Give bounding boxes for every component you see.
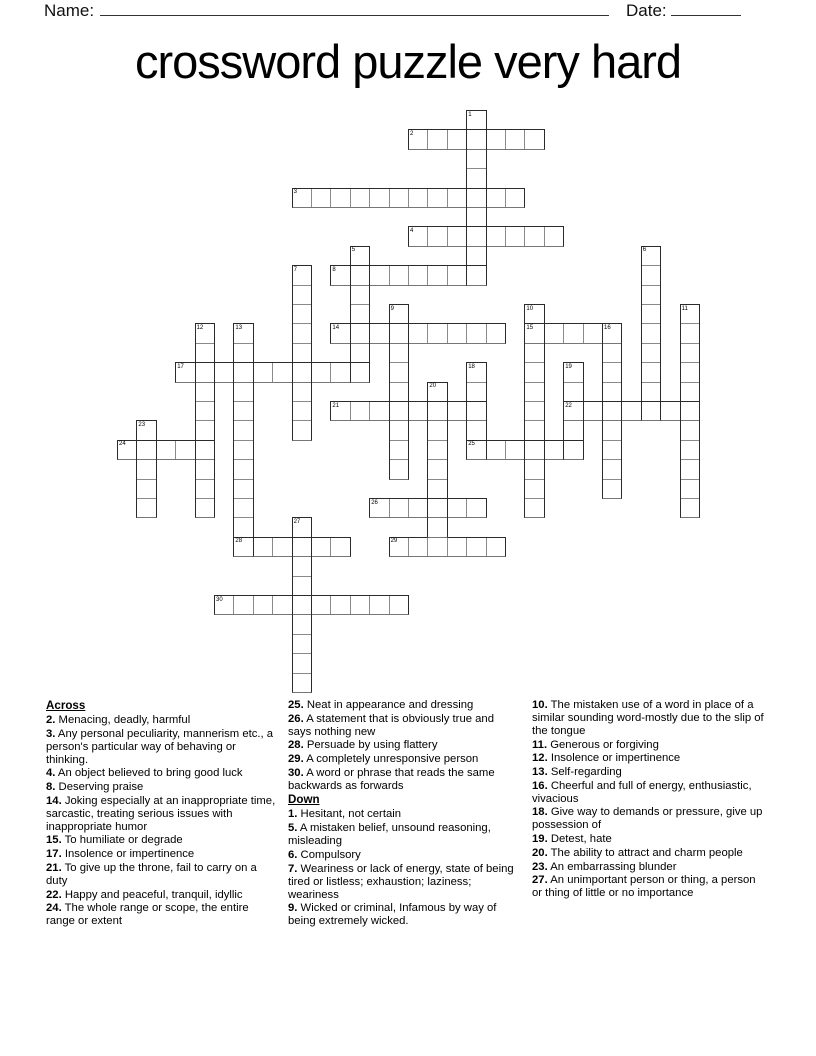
grid-cell[interactable] — [195, 343, 215, 363]
cell-number: 21 — [332, 402, 340, 409]
grid-cell[interactable] — [350, 304, 370, 324]
grid-cell[interactable] — [466, 226, 486, 246]
grid-cell[interactable] — [680, 479, 700, 499]
clue-across-24: 24. The whole range or scope, the entire range or extent — [46, 902, 249, 928]
down-heading: Down — [288, 793, 320, 807]
grid-cell[interactable] — [233, 459, 253, 479]
clue-column-1 — [46, 699, 279, 929]
grid-cell[interactable] — [408, 265, 428, 285]
clue-down-5: 5. A mistaken belief, unsound reasoning, misleading — [288, 822, 491, 848]
grid-cell[interactable] — [233, 595, 253, 615]
grid-cell[interactable] — [680, 382, 700, 402]
grid-cell[interactable] — [389, 498, 409, 518]
grid-cell[interactable] — [311, 362, 331, 382]
grid-cell[interactable] — [136, 498, 156, 518]
grid-cell[interactable] — [350, 343, 370, 363]
grid-cell[interactable] — [195, 401, 215, 421]
grid-cell[interactable] — [292, 595, 312, 615]
cell-number: 9 — [390, 305, 394, 312]
grid-cell[interactable] — [680, 459, 700, 479]
cell-number: 4 — [410, 227, 414, 234]
grid-cell[interactable] — [195, 498, 215, 518]
grid-cell[interactable] — [253, 537, 273, 557]
grid-cell[interactable] — [641, 401, 661, 421]
grid-cell[interactable] — [447, 188, 467, 208]
grid-cell[interactable] — [680, 420, 700, 440]
grid-cell[interactable] — [641, 343, 661, 363]
grid-cell[interactable] — [427, 420, 447, 440]
grid-cell[interactable] — [641, 304, 661, 324]
name-blank-line[interactable] — [100, 15, 609, 16]
cell-number: 17 — [177, 363, 184, 370]
grid-cell[interactable] — [563, 420, 583, 440]
grid-cell[interactable] — [427, 188, 447, 208]
clue-down-9: 9. Wicked or criminal, Infamous by way of being extremely wicked. — [288, 902, 497, 928]
grid-cell[interactable] — [505, 440, 525, 460]
grid-cell[interactable] — [136, 459, 156, 479]
clue-down-11: 11. Generous or forgiving — [532, 738, 659, 751]
grid-cell[interactable] — [350, 323, 370, 343]
grid-cell[interactable] — [660, 401, 680, 421]
grid-cell[interactable] — [486, 188, 506, 208]
grid-cell[interactable] — [563, 382, 583, 402]
grid-cell[interactable] — [524, 498, 544, 518]
cell-number: 26 — [371, 499, 378, 506]
cell-number: 19 — [565, 363, 572, 370]
grid-cell[interactable] — [524, 343, 544, 363]
grid-cell[interactable] — [427, 517, 447, 537]
grid-cell[interactable] — [311, 188, 331, 208]
grid-cell[interactable] — [427, 537, 447, 557]
clue-across-29: 29. A completely unresponsive person — [288, 753, 479, 766]
grid-cell[interactable] — [136, 479, 156, 499]
grid-cell[interactable] — [389, 440, 409, 460]
grid-cell[interactable] — [583, 323, 603, 343]
grid-cell[interactable] — [233, 401, 253, 421]
clue-across-2: 2. Menacing, deadly, harmful — [46, 714, 191, 726]
grid-cell[interactable] — [330, 595, 350, 615]
grid-cell[interactable] — [330, 537, 350, 557]
grid-cell[interactable] — [680, 401, 700, 421]
grid-cell[interactable] — [311, 595, 331, 615]
grid-cell[interactable] — [641, 265, 661, 285]
grid-cell[interactable] — [233, 517, 253, 537]
grid-cell[interactable] — [641, 382, 661, 402]
cell-number: 27 — [293, 518, 301, 525]
grid-cell[interactable] — [369, 265, 389, 285]
clue-down-1: 1. Hesitant, not certain — [288, 808, 402, 821]
grid-cell[interactable] — [292, 420, 312, 440]
grid-cell[interactable] — [524, 420, 544, 440]
grid-cell[interactable] — [350, 188, 370, 208]
cell-number: 8 — [332, 266, 336, 273]
grid-cell[interactable] — [447, 226, 467, 246]
grid-cell[interactable] — [233, 440, 253, 460]
grid-cell[interactable] — [233, 382, 253, 402]
grid-cell[interactable] — [466, 537, 486, 557]
grid-cell[interactable] — [466, 149, 486, 169]
grid-cell[interactable] — [466, 129, 486, 149]
clue-across-15: 15. To humiliate or degrade — [46, 834, 183, 847]
grid-cell[interactable] — [292, 653, 312, 673]
grid-cell[interactable] — [408, 188, 428, 208]
grid-cell[interactable] — [350, 285, 370, 305]
grid-cell[interactable] — [524, 226, 544, 246]
grid-cell[interactable] — [563, 323, 583, 343]
cell-number: 29 — [390, 538, 398, 545]
grid-cell[interactable] — [466, 323, 486, 343]
grid-cell[interactable] — [136, 440, 156, 460]
grid-cell[interactable] — [292, 614, 312, 634]
grid-cell[interactable] — [486, 226, 506, 246]
cell-number: 11 — [681, 305, 688, 312]
clue-across-21: 21. To give up the throne, fail to carry on a duty — [46, 861, 257, 887]
grid-cell[interactable] — [680, 362, 700, 382]
grid-cell[interactable] — [292, 556, 312, 576]
grid-cell[interactable] — [466, 420, 486, 440]
grid-cell[interactable] — [486, 440, 506, 460]
grid-cell[interactable] — [466, 207, 486, 227]
grid-cell[interactable] — [389, 188, 409, 208]
cell-number: 5 — [351, 247, 356, 254]
grid-cell[interactable] — [292, 285, 312, 305]
grid-cell[interactable] — [583, 401, 603, 421]
grid-cell[interactable] — [272, 362, 292, 382]
grid-cell[interactable] — [621, 401, 641, 421]
clue-down-12: 12. Insolence or impertinence — [532, 752, 681, 765]
cell-number: 2 — [410, 130, 414, 137]
grid-cell[interactable] — [641, 285, 661, 305]
cell-number: 22 — [565, 402, 572, 409]
cell-number: 23 — [138, 421, 146, 428]
clue-down-16: 16. Cheerful and full of energy, enthusiastic, vivacious — [532, 779, 752, 805]
grid-cell[interactable] — [680, 343, 700, 363]
cell-number: 3 — [293, 189, 297, 196]
grid-cell[interactable] — [427, 459, 447, 479]
grid-cell[interactable] — [292, 673, 312, 693]
grid-cell[interactable] — [253, 362, 273, 382]
cell-number: 14 — [332, 324, 340, 331]
clue-across-4: 4. An object believed to bring good luck — [46, 767, 243, 780]
grid-cell[interactable] — [369, 323, 389, 343]
grid-cell[interactable] — [602, 343, 622, 363]
grid-cell[interactable] — [544, 226, 564, 246]
grid-cell[interactable] — [505, 226, 525, 246]
grid-cell[interactable] — [447, 265, 467, 285]
grid-cell[interactable] — [427, 479, 447, 499]
grid-cell[interactable] — [524, 362, 544, 382]
grid-cell[interactable] — [292, 401, 312, 421]
clue-column-2 — [288, 699, 514, 929]
cell-number: 1 — [468, 111, 472, 118]
date-blank-line[interactable] — [671, 15, 741, 16]
grid-cell[interactable] — [350, 595, 370, 615]
grid-cell[interactable] — [292, 537, 312, 557]
grid-cell[interactable] — [466, 382, 486, 402]
grid-cell[interactable] — [427, 265, 447, 285]
grid-cell[interactable] — [641, 362, 661, 382]
clue-down-23: 23. An embarrassing blunder — [532, 860, 677, 873]
grid-cell[interactable] — [466, 246, 486, 266]
grid-cell[interactable] — [544, 440, 564, 460]
clue-down-20: 20. The ability to attract and charm people — [532, 846, 743, 859]
grid-cell[interactable] — [253, 595, 273, 615]
grid-cell[interactable] — [466, 498, 486, 518]
clue-across-14: 14. Joking especially at an inappropriate time, sarcastic, treating serious issues with inappropriate humor — [46, 794, 276, 833]
clue-across-22: 22. Happy and peaceful, tranquil, idyllic — [46, 888, 243, 901]
grid-cell[interactable] — [427, 498, 447, 518]
clue-down-27: 27. An unimportant person or thing, a person or thing of little or no importance — [532, 874, 756, 900]
grid-cell[interactable] — [486, 323, 506, 343]
clue-across-28: 28. Persuade by using flattery — [288, 739, 438, 752]
grid-cell[interactable] — [350, 401, 370, 421]
grid-cell[interactable] — [466, 265, 486, 285]
grid-cell[interactable] — [389, 362, 409, 382]
cell-number: 18 — [468, 363, 475, 370]
grid-cell[interactable] — [641, 323, 661, 343]
grid-cell[interactable] — [175, 440, 195, 460]
grid-cell[interactable] — [389, 401, 409, 421]
grid-cell[interactable] — [292, 634, 312, 654]
grid-cell[interactable] — [524, 382, 544, 402]
grid-cell[interactable] — [389, 382, 409, 402]
grid-cell[interactable] — [272, 537, 292, 557]
grid-cell[interactable] — [408, 498, 428, 518]
grid-cell[interactable] — [233, 498, 253, 518]
grid-cell[interactable] — [195, 440, 215, 460]
grid-cell[interactable] — [214, 362, 234, 382]
grid-cell[interactable] — [427, 440, 447, 460]
grid-cell[interactable] — [272, 595, 292, 615]
grid-cell[interactable] — [680, 498, 700, 518]
grid-cell[interactable] — [408, 537, 428, 557]
grid-cell[interactable] — [447, 498, 467, 518]
cell-number: 20 — [429, 383, 437, 390]
across-heading: Across — [46, 699, 86, 712]
crossword-grid — [117, 110, 700, 693]
cell-number: 10 — [526, 305, 534, 312]
grid-cell[interactable] — [602, 401, 622, 421]
grid-cell[interactable] — [602, 382, 622, 402]
grid-cell[interactable] — [466, 168, 486, 188]
page-title: crossword puzzle very hard — [134, 35, 682, 88]
cell-number: 6 — [642, 247, 647, 254]
grid-cell[interactable] — [680, 323, 700, 343]
grid-cell[interactable] — [195, 382, 215, 402]
grid-cell[interactable] — [408, 323, 428, 343]
clue-across-3: 3. Any personal peculiarity, mannerism etc., a person's particular way of behaving or thinking. — [46, 727, 274, 766]
cell-number: 12 — [196, 324, 204, 331]
grid-cell[interactable] — [389, 595, 409, 615]
grid-cell[interactable] — [544, 323, 564, 343]
grid-cell[interactable] — [389, 323, 409, 343]
grid-cell[interactable] — [524, 479, 544, 499]
clue-down-19: 19. Detest, hate — [532, 833, 612, 846]
grid-cell[interactable] — [195, 362, 215, 382]
clue-across-17: 17. Insolence or impertinence — [46, 848, 195, 861]
grid-cell[interactable] — [602, 440, 622, 460]
cell-number: 24 — [119, 441, 126, 448]
grid-cell[interactable] — [389, 459, 409, 479]
clue-column-3 — [532, 699, 768, 901]
clue-down-6: 6. Compulsory — [288, 848, 361, 861]
grid-cell[interactable] — [233, 343, 253, 363]
grid-cell[interactable] — [447, 129, 467, 149]
grid-cell[interactable] — [389, 420, 409, 440]
grid-cell[interactable] — [233, 420, 253, 440]
grid-cell[interactable] — [350, 265, 370, 285]
grid-cell[interactable] — [369, 188, 389, 208]
clue-across-30: 30. A word or phrase that reads the same backwards as forwards — [288, 766, 495, 792]
cell-number: 16 — [604, 324, 611, 331]
grid-cell[interactable] — [233, 362, 253, 382]
grid-cell[interactable] — [427, 401, 447, 421]
grid-cell[interactable] — [602, 420, 622, 440]
grid-cell[interactable] — [524, 401, 544, 421]
grid-cell[interactable] — [350, 362, 370, 382]
grid-cell[interactable] — [505, 129, 525, 149]
grid-cell[interactable] — [602, 479, 622, 499]
grid-cell[interactable] — [292, 382, 312, 402]
grid-cell[interactable] — [466, 401, 486, 421]
grid-cell[interactable] — [389, 343, 409, 363]
grid-cell[interactable] — [292, 343, 312, 363]
cell-number: 13 — [235, 324, 243, 331]
grid-cell[interactable] — [427, 323, 447, 343]
grid-cell[interactable] — [486, 537, 506, 557]
grid-cell[interactable] — [486, 129, 506, 149]
grid-cell[interactable] — [427, 129, 447, 149]
cell-number: 25 — [468, 441, 475, 448]
grid-cell[interactable] — [524, 129, 544, 149]
grid-cell[interactable] — [408, 401, 428, 421]
cell-number: 15 — [526, 324, 534, 331]
grid-cell[interactable] — [447, 537, 467, 557]
cell-number: 30 — [216, 596, 223, 603]
clue-across-25: 25. Neat in appearance and dressing — [288, 699, 474, 711]
grid-cell[interactable] — [505, 188, 525, 208]
grid-cell[interactable] — [447, 401, 467, 421]
grid-cell[interactable] — [563, 440, 583, 460]
clue-down-10: 10. The mistaken use of a word in place of a similar sounding word-mostly due to the slip of the tongue — [532, 699, 764, 737]
grid-cell[interactable] — [447, 323, 467, 343]
grid-cell[interactable] — [369, 595, 389, 615]
name-label: Name: — [44, 1, 95, 20]
grid-cell[interactable] — [195, 420, 215, 440]
date-label: Date: — [626, 1, 667, 20]
clue-across-26: 26. A statement that is obviously true and says nothing new — [288, 712, 494, 738]
grid-cell[interactable] — [524, 459, 544, 479]
grid-cell[interactable] — [292, 576, 312, 596]
grid-cell[interactable] — [466, 188, 486, 208]
grid-cell[interactable] — [602, 459, 622, 479]
grid-cell[interactable] — [330, 362, 350, 382]
grid-cell[interactable] — [292, 323, 312, 343]
grid-cell[interactable] — [524, 440, 544, 460]
clue-down-18: 18. Give way to demands or pressure, give up possession of — [532, 806, 763, 832]
clue-across-8: 8. Deserving praise — [46, 781, 144, 794]
grid-cell[interactable] — [330, 188, 350, 208]
grid-cell[interactable] — [233, 479, 253, 499]
grid-cell[interactable] — [156, 440, 176, 460]
clue-down-7: 7. Weariness or lack of energy, state of being tired or listless; exhaustion; laziness; weariness — [288, 862, 514, 901]
grid-cell[interactable] — [602, 362, 622, 382]
grid-cell[interactable] — [292, 362, 312, 382]
grid-cell[interactable] — [389, 265, 409, 285]
grid-cell[interactable] — [311, 537, 331, 557]
grid-cell[interactable] — [195, 479, 215, 499]
grid-cell[interactable] — [680, 440, 700, 460]
grid-cell[interactable] — [427, 226, 447, 246]
grid-cell[interactable] — [195, 459, 215, 479]
clue-down-13: 13. Self-regarding — [532, 766, 622, 779]
grid-cell[interactable] — [292, 304, 312, 324]
grid-cell[interactable] — [369, 401, 389, 421]
cell-number: 7 — [293, 266, 297, 273]
cell-number: 28 — [235, 538, 243, 545]
